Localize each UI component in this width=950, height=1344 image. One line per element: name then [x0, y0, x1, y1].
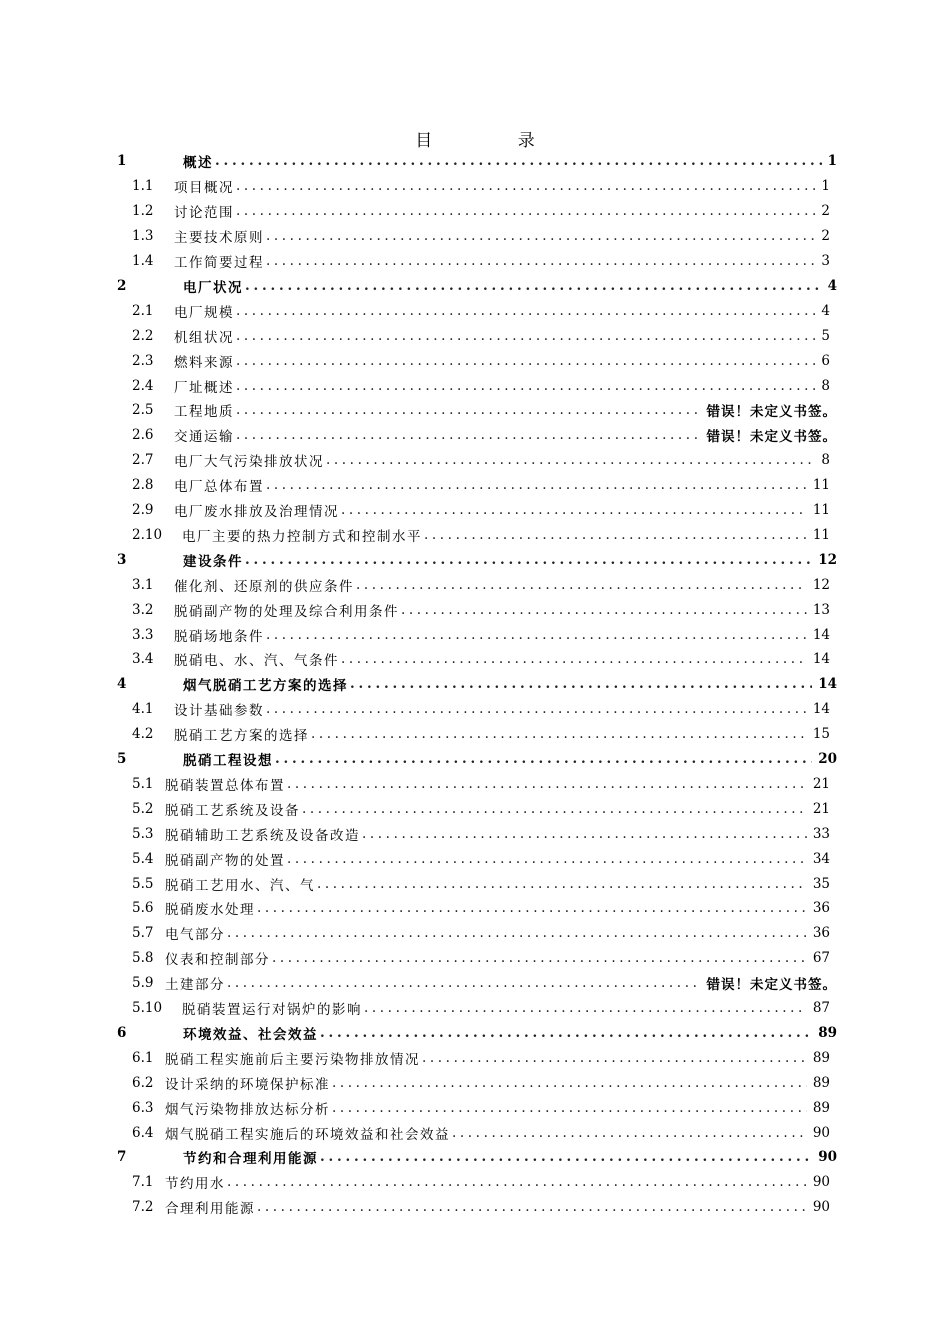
toc-page-number: 6: [821, 352, 830, 369]
toc-section-entry[interactable]: [132, 373, 830, 398]
toc-entry-title: 项目概况: [174, 180, 234, 197]
toc-page-number: 14: [812, 701, 830, 718]
toc-leader-dots: [236, 378, 815, 394]
toc-chapter-entry[interactable]: [117, 1021, 837, 1046]
toc-leader-dots: [227, 1174, 807, 1190]
toc-leader-dots: [320, 1149, 812, 1165]
toc-entry-title: 电厂规模: [174, 304, 234, 321]
toc-section-entry[interactable]: [132, 323, 830, 348]
toc-entry-number: 2.6: [132, 427, 154, 444]
toc-section-entry[interactable]: [132, 498, 830, 523]
toc-entry-title: 烟气污染物排放达标分析: [165, 1101, 330, 1118]
toc-entry-number: 1: [117, 153, 127, 170]
toc-entry-number: 3.2: [132, 601, 154, 618]
toc-entry-title: 节约用水: [165, 1176, 225, 1193]
toc-section-entry[interactable]: [132, 846, 830, 871]
toc-section-entry[interactable]: [132, 174, 830, 199]
toc-leader-dots: [401, 602, 807, 618]
toc-page-number: 87: [812, 1000, 830, 1017]
toc-page-number: 3: [821, 253, 830, 270]
toc-page-number: 14: [812, 651, 830, 668]
toc-entry-number: 1.4: [132, 253, 154, 270]
toc-page-number: 90: [812, 1124, 830, 1141]
toc-leader-dots: [266, 228, 815, 244]
toc-entry-number: 5: [117, 751, 127, 768]
toc-leader-dots: [275, 751, 812, 767]
toc-entry-number: 5.8: [132, 950, 154, 967]
toc-section-entry[interactable]: [132, 249, 830, 274]
toc-entry-title: 机组状况: [174, 329, 234, 346]
toc-page-number: 90: [812, 1199, 830, 1216]
toc-page-number: 4: [827, 277, 837, 294]
toc-section-entry[interactable]: [132, 1095, 830, 1120]
toc-section-entry[interactable]: [132, 821, 830, 846]
toc-leader-dots: [311, 726, 807, 742]
toc-entry-number: 3: [117, 551, 127, 568]
toc-section-entry[interactable]: [132, 1070, 830, 1095]
toc-leader-dots: [245, 552, 812, 568]
toc-entry-number: 2.10: [132, 526, 163, 543]
toc-entry-title: 脱硝废水处理: [165, 902, 255, 919]
toc-page-number: 90: [818, 1149, 837, 1166]
toc-section-entry[interactable]: [132, 1045, 830, 1070]
toc-section-entry[interactable]: [132, 1195, 830, 1220]
toc-entry-number: 5.6: [132, 900, 154, 917]
toc-page-number: 1: [827, 153, 837, 170]
toc-entry-title: 环境效益、社会效益: [183, 1026, 318, 1043]
toc-entry-number: 7.2: [132, 1199, 154, 1216]
toc-entry-number: 1.3: [132, 228, 154, 245]
toc-entry-title: 烟气脱硝工程实施后的环境效益和社会效益: [165, 1126, 450, 1143]
toc-leader-dots: [236, 178, 815, 194]
toc-entry-number: 2.7: [132, 452, 154, 469]
toc-section-entry[interactable]: [132, 572, 830, 597]
toc-title: 目 录: [415, 131, 575, 151]
toc-page-number: 13: [812, 601, 830, 618]
toc-page-number: 36: [812, 925, 830, 942]
toc-leader-dots: [272, 950, 807, 966]
toc-entry-title: 脱硝电、水、汽、气条件: [174, 653, 339, 670]
toc-error-bookmark: 错误！未定义书签。: [706, 977, 837, 994]
toc-leader-dots: [356, 577, 807, 593]
toc-leader-dots: [266, 627, 807, 643]
toc-page-number: 12: [812, 576, 830, 593]
toc-entry-number: 2.2: [132, 327, 154, 344]
toc-entry-number: 6.3: [132, 1099, 154, 1116]
toc-leader-dots: [257, 1199, 807, 1215]
toc-section-entry[interactable]: [132, 448, 830, 473]
toc-leader-dots: [236, 303, 815, 319]
toc-entry-title: 设计基础参数: [174, 703, 264, 720]
toc-entry-title: 设计采纳的环境保护标准: [165, 1076, 330, 1093]
toc-section-entry[interactable]: [132, 896, 830, 921]
toc-entry-title: 厂址概述: [174, 379, 234, 396]
toc-page-number: 34: [812, 850, 830, 867]
toc-page-number: 21: [812, 800, 830, 817]
toc-page-number: 15: [812, 726, 830, 743]
toc-section-entry[interactable]: [132, 796, 830, 821]
toc-page-number: 67: [812, 950, 830, 967]
toc-entry-title: 催化剂、还原剂的供应条件: [174, 578, 354, 595]
toc-entry-number: 6: [117, 1024, 127, 1041]
toc-page-number: 5: [821, 327, 830, 344]
toc-chapter-entry[interactable]: [117, 747, 837, 772]
toc-entry-title: 脱硝工艺方案的选择: [174, 728, 309, 745]
toc-leader-dots: [236, 353, 815, 369]
toc-entry-title: 电厂总体布置: [174, 479, 264, 496]
toc-leader-dots: [341, 651, 807, 667]
toc-entry-title: 交通运输: [174, 429, 234, 446]
toc-entry-number: 1.1: [132, 178, 154, 195]
toc-entry-title: 概述: [183, 155, 213, 172]
toc-entry-number: 4.2: [132, 726, 154, 743]
toc-entry-number: 1.2: [132, 203, 154, 220]
toc-leader-dots: [424, 527, 807, 543]
toc-leader-dots: [245, 278, 822, 294]
toc-page-number: 90: [812, 1174, 830, 1191]
toc-section-entry[interactable]: [132, 921, 830, 946]
toc-page-number: 8: [821, 452, 830, 469]
toc-entry-title: 电气部分: [165, 927, 225, 944]
toc-leader-dots: [257, 900, 807, 916]
toc-section-entry[interactable]: [132, 398, 837, 423]
toc-entry-title: 合理利用能源: [165, 1201, 255, 1218]
toc-leader-dots: [236, 402, 701, 418]
toc-chapter-entry[interactable]: [117, 547, 837, 572]
toc-entry-title: 仪表和控制部分: [165, 952, 270, 969]
toc-page-number: 11: [812, 502, 830, 519]
toc-entry-number: 5.10: [132, 1000, 163, 1017]
toc-section-entry[interactable]: [132, 772, 830, 797]
toc-page-number: 14: [812, 626, 830, 643]
toc-entry-number: 5.9: [132, 975, 154, 992]
toc-page-number: 11: [812, 526, 830, 543]
toc-leader-dots: [326, 452, 815, 468]
toc-entry-title: 土建部分: [165, 977, 225, 994]
toc-entry-title: 脱硝工程设想: [183, 753, 273, 770]
toc-entry-number: 2.9: [132, 502, 154, 519]
toc-entry-title: 电厂状况: [183, 279, 243, 296]
toc-entry-title: 燃料来源: [174, 354, 234, 371]
toc-entry-title: 工作简要过程: [174, 255, 264, 272]
toc-section-entry[interactable]: [132, 871, 830, 896]
toc-entry-number: 7.1: [132, 1174, 154, 1191]
toc-entry-number: 2.5: [132, 402, 154, 419]
toc-leader-dots: [302, 801, 807, 817]
toc-page-number: 8: [821, 377, 830, 394]
toc-section-entry[interactable]: [132, 473, 830, 498]
toc-section-entry[interactable]: [132, 423, 837, 448]
toc-entry-title: 脱硝装置总体布置: [165, 777, 285, 794]
toc-entry-title: 脱硝副产物的处置: [165, 852, 285, 869]
toc-page-number: 33: [812, 825, 830, 842]
toc-section-entry[interactable]: [132, 523, 830, 548]
toc-leader-dots: [320, 1025, 812, 1041]
toc-section-entry[interactable]: [132, 1120, 830, 1145]
toc-section-entry[interactable]: [132, 946, 830, 971]
toc-section-entry[interactable]: [132, 348, 830, 373]
toc-leader-dots: [266, 701, 807, 717]
toc-page-number: 20: [818, 751, 837, 768]
toc-leader-dots: [236, 203, 815, 219]
toc-leader-dots: [236, 328, 815, 344]
toc-page-number: 89: [818, 1024, 837, 1041]
toc-entry-number: 6.2: [132, 1074, 154, 1091]
toc-entry-title: 烟气脱硝工艺方案的选择: [183, 678, 348, 695]
toc-entry-number: 5.7: [132, 925, 154, 942]
toc-section-entry[interactable]: [132, 971, 837, 996]
toc-page-number: 89: [812, 1099, 830, 1116]
toc-entry-number: 5.4: [132, 850, 154, 867]
toc-entry-title: 脱硝装置运行对锅炉的影响: [182, 1002, 362, 1019]
toc-entry-number: 3.1: [132, 576, 154, 593]
toc-page-number: 1: [821, 178, 830, 195]
toc-section-entry[interactable]: [132, 298, 830, 323]
toc-entry-number: 2.1: [132, 302, 154, 319]
toc-entry-title: 主要技术原则: [174, 230, 264, 247]
toc-entry-number: 5.5: [132, 875, 154, 892]
toc-entry-title: 建设条件: [183, 553, 243, 570]
toc-entry-title: 脱硝工艺用水、汽、气: [165, 877, 315, 894]
toc-entry-number: 2.8: [132, 477, 154, 494]
toc-page-number: 4: [821, 302, 830, 319]
toc-page-number: 36: [812, 900, 830, 917]
toc-entry-title: 电厂废水排放及治理情况: [174, 504, 339, 521]
toc-page-number: 35: [812, 875, 830, 892]
toc-page-number: 12: [818, 551, 837, 568]
toc-leader-dots: [287, 851, 807, 867]
toc-leader-dots: [227, 975, 701, 991]
toc-entry-number: 7: [117, 1149, 127, 1166]
toc-entry-number: 6.1: [132, 1049, 154, 1066]
toc-leader-dots: [317, 876, 807, 892]
toc-entry-number: 2.4: [132, 377, 154, 394]
toc-leader-dots: [364, 1000, 807, 1016]
toc-entry-number: 5.1: [132, 775, 154, 792]
toc-leader-dots: [341, 502, 807, 518]
toc-leader-dots: [236, 427, 701, 443]
toc-leader-dots: [332, 1075, 807, 1091]
toc-page-number: 2: [821, 228, 830, 245]
toc-entry-title: 讨论范围: [174, 205, 234, 222]
toc-section-entry[interactable]: [132, 697, 830, 722]
toc-entry-number: 5.2: [132, 800, 154, 817]
toc-page-number: 89: [812, 1074, 830, 1091]
toc-entry-number: 2.3: [132, 352, 154, 369]
toc-entry-title: 脱硝工艺系统及设备: [165, 802, 300, 819]
toc-section-entry[interactable]: [132, 224, 830, 249]
toc-entry-number: 5.3: [132, 825, 154, 842]
toc-section-entry[interactable]: [132, 597, 830, 622]
toc-entry-number: 6.4: [132, 1124, 154, 1141]
toc-leader-dots: [422, 1050, 807, 1066]
toc-leader-dots: [266, 477, 807, 493]
toc-section-entry[interactable]: [132, 722, 830, 747]
toc-leader-dots: [287, 776, 807, 792]
toc-leader-dots: [452, 1125, 807, 1141]
toc-leader-dots: [266, 253, 815, 269]
toc-section-entry[interactable]: [132, 622, 830, 647]
toc-entry-number: 4: [117, 676, 127, 693]
toc-entry-title: 脱硝辅助工艺系统及设备改造: [165, 827, 360, 844]
toc-error-bookmark: 错误！未定义书签。: [706, 404, 837, 421]
toc-page-number: 14: [818, 676, 837, 693]
toc-page-number: 89: [812, 1049, 830, 1066]
toc-page-number: 21: [812, 775, 830, 792]
toc-entry-title: 电厂大气污染排放状况: [174, 454, 324, 471]
toc-leader-dots: [332, 1100, 807, 1116]
toc-leader-dots: [362, 826, 807, 842]
toc-chapter-entry[interactable]: [117, 1145, 837, 1170]
toc-entry-number: 2: [117, 277, 127, 294]
toc-section-entry[interactable]: [132, 199, 830, 224]
toc-page-number: 11: [812, 477, 830, 494]
toc-chapter-entry[interactable]: [117, 274, 837, 299]
toc-entry-title: 节约和合理利用能源: [183, 1151, 318, 1168]
toc-chapter-entry[interactable]: [117, 672, 837, 697]
toc-entry-title: 脱硝工程实施前后主要污染物排放情况: [165, 1051, 420, 1068]
toc-section-entry[interactable]: [132, 996, 830, 1021]
toc-entry-number: 3.4: [132, 651, 154, 668]
toc-entry-title: 工程地质: [174, 404, 234, 421]
toc-entry-title: 脱硝场地条件: [174, 628, 264, 645]
toc-section-entry[interactable]: [132, 647, 830, 672]
toc-leader-dots: [215, 153, 822, 169]
toc-entry-title: 脱硝副产物的处理及综合利用条件: [174, 603, 399, 620]
toc-page-number: 2: [821, 203, 830, 220]
toc-section-entry[interactable]: [132, 1170, 830, 1195]
toc-leader-dots: [350, 676, 812, 692]
toc-entry-title: 电厂主要的热力控制方式和控制水平: [182, 528, 422, 545]
toc-chapter-entry[interactable]: [117, 149, 837, 174]
toc-error-bookmark: 错误！未定义书签。: [706, 429, 837, 446]
toc-leader-dots: [227, 925, 807, 941]
toc-entry-number: 4.1: [132, 701, 154, 718]
toc-entry-number: 3.3: [132, 626, 154, 643]
